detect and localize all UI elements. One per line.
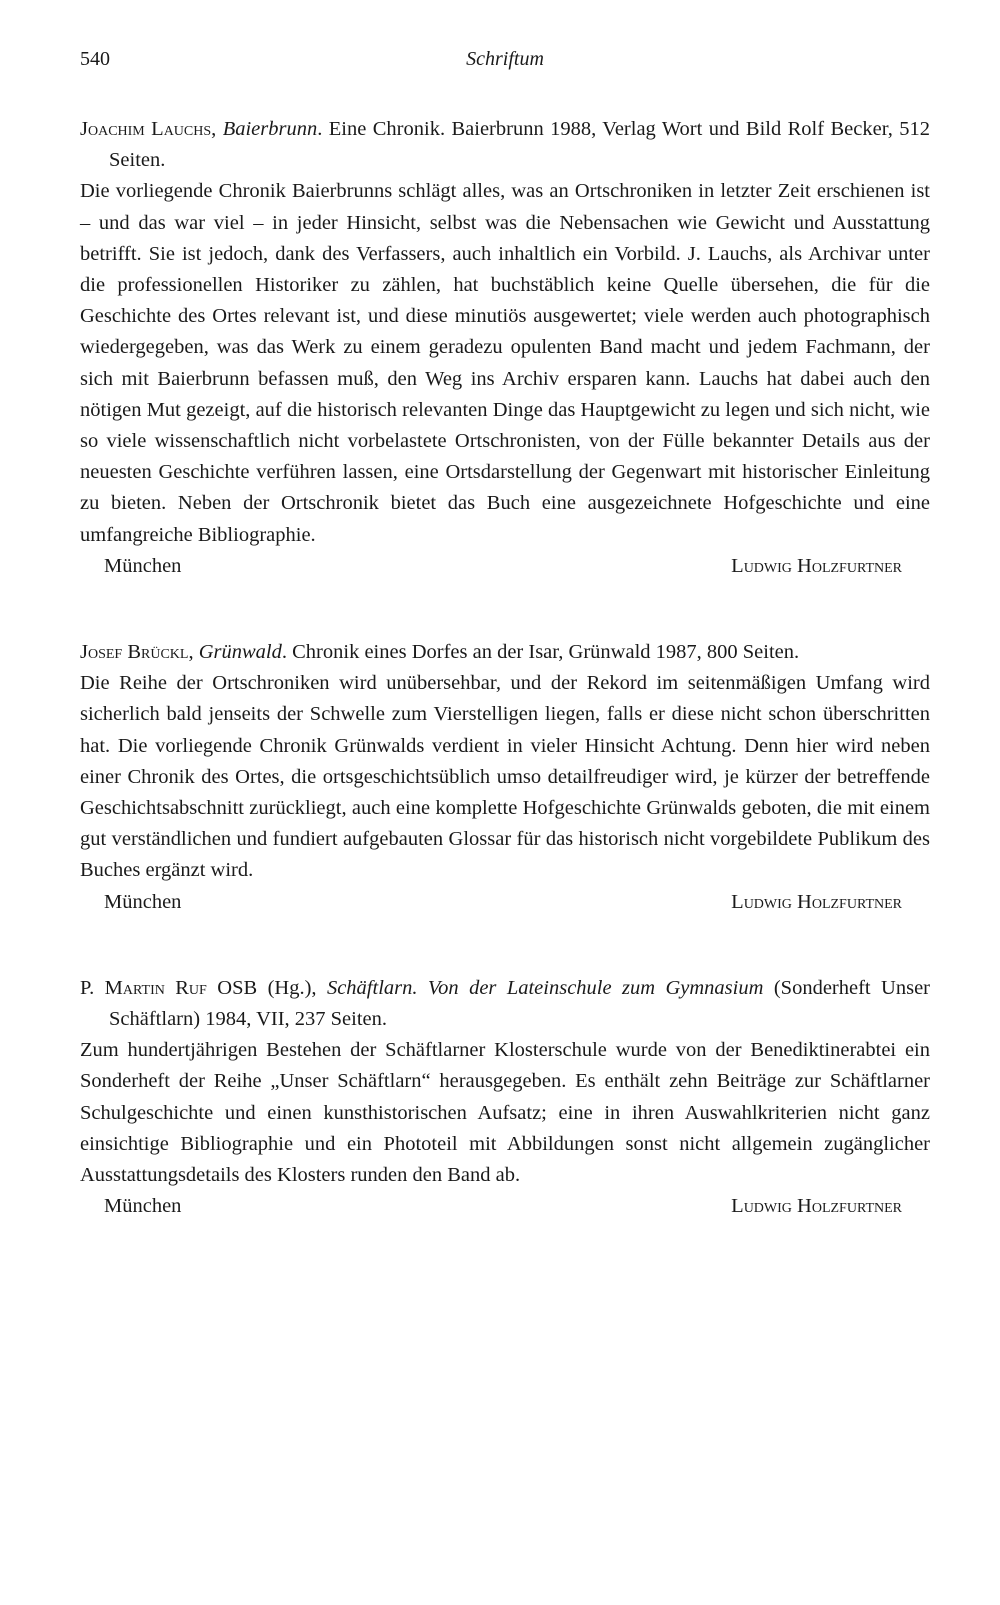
review-citation <box>80 973 930 1035</box>
review-signature <box>80 551 930 582</box>
review-place: München <box>104 890 182 913</box>
review-citation: Josef Brückl, Grünwald. Chronik eines Dorfes an der Isar, Grünwald 1987, 800 Seiten. <box>80 641 800 664</box>
author-suffix: OSB (Hg.), <box>206 976 327 999</box>
book-author: Joachim Lauchs <box>80 118 212 140</box>
book-title: Grünwald <box>198 641 282 664</box>
review-entry <box>80 114 930 582</box>
book-author: P. Martin Ruf <box>80 976 207 999</box>
citation-details: . Eine Chronik. Baierbrunn 1988, Verlag Wort und Bild Rolf Becker, 512 Seiten. <box>109 118 931 172</box>
review-place: München <box>104 1195 182 1218</box>
review-body: Die vorliegende Chronik Baierbrunns schlägt alles, was an Ortschroniken in letzter Zeit erschienen ist – und das war viel – in jeder Hinsicht, selbst was die Nebensachen wie Gewicht und Ausstattung betrifft. Sie ist jedoch, dank des Verfassers, auch inhaltlich ein Vorbild. J. Lauchs, als Archivar unter die professionellen Historiker zu zählen, hat buchstäblich keine Quelle übersehen, die für die Geschichte des Ortes relevant ist, und diese minutiös ausgewertet; viele werden auch photographisch wiedergegeben, was das Werk zu einem geradezu opulenten Band macht und jedem Fachmann, der sich mit Baierbrunn befassen muß, den Weg ins Archiv ersparen kann. Lauchs hat dabei auch den nötigen Mut gezeigt, auf die historisch relevanten Dinge das Hauptgewicht zu legen und sich nicht, wie so viele wissenschaftlich nicht vorbelastete Ortschronisten, von der Fülle bekannter Details aus der neuesten Geschichte verführen lassen, eine Ortsdarstellung der Gegenwart mit historischer Einleitung zu bieten. Neben der Ortschronik bietet das Buch eine ausgezeichnete Hofgeschichte und eine umfangreiche Bibliographie. <box>80 180 930 546</box>
book-title: Baierbrunn <box>222 118 318 140</box>
reviewer-name: Ludwig Holzfurtner <box>731 890 902 913</box>
review-citation: Joachim Lauchs, Baierbrunn. Eine Chronik. Baierbrunn 1988, Verlag Wort und Bild Rolf Becker, 512 Seiten. <box>80 118 931 172</box>
review-signature <box>80 1191 930 1222</box>
review-place: München <box>104 554 182 577</box>
reviewer-name: Ludwig Holzfurtner <box>731 554 902 577</box>
review-body: Die Reihe der Ortschroniken wird unübersehbar, und der Rekord im seitenmäßigen Umfang wird sicherlich bald jenseits der Schwelle zum Vierstelligen liegen, falls er diese nicht schon überschritten hat. Die vorliegende Chronik Grünwalds verdient in vieler Hinsicht Achtung. Denn hier wird neben einer Chronik des Ortes, die ortsgeschichtsüblich umso detailfreudiger wird, je kürzer der betreffende Geschichtsabschnitt zurückliegt, auch eine komplette Hofgeschichte Grünwalds geboten, die mit einem gut verständlichen und fundiert aufgebauten Glossar für das historisch nicht vorgebildete Publikum des Buches ergänzt wird. <box>80 672 930 882</box>
review-signature <box>80 887 930 918</box>
review-body: Zum hundertjährigen Bestehen der Schäftlarner Klosterschule wurde von der Benediktinerabtei ein Sonderheft der Reihe „Unser Schäftlarn“ herausgegeben. Es enthält zehn Beiträge zur Schäftlarner Schulgeschichte und einen kunsthistorischen Aufsatz; eine in ihren Auswahlkriterien nicht ganz einsichtige Bibliographie und ein Phototeil mit Abbildungen sonst nicht allgemein zugänglicher Ausstattungsdetails des Klosters runden den Band ab. <box>80 1039 930 1187</box>
journal-title: Schriftum <box>466 48 544 70</box>
citation-details: . Chronik eines Dorfes an der Isar, Grünwald 1987, 800 Seiten. <box>281 641 800 664</box>
reviewer-name: Ludwig Holzfurtner <box>731 1195 902 1218</box>
book-author: Josef Brückl <box>80 641 189 664</box>
book-title: Schäftlarn. Von der Lateinschule zum Gymnasium <box>326 976 764 999</box>
page-number: 540 <box>80 48 110 70</box>
running-header <box>80 40 930 80</box>
citation-details: (Sonderheft Unser Schäftlarn) 1984, VII, 237 Seiten. <box>109 976 931 1031</box>
review-entry <box>80 973 930 1223</box>
document-page <box>80 40 930 1223</box>
review-entry <box>80 637 930 918</box>
